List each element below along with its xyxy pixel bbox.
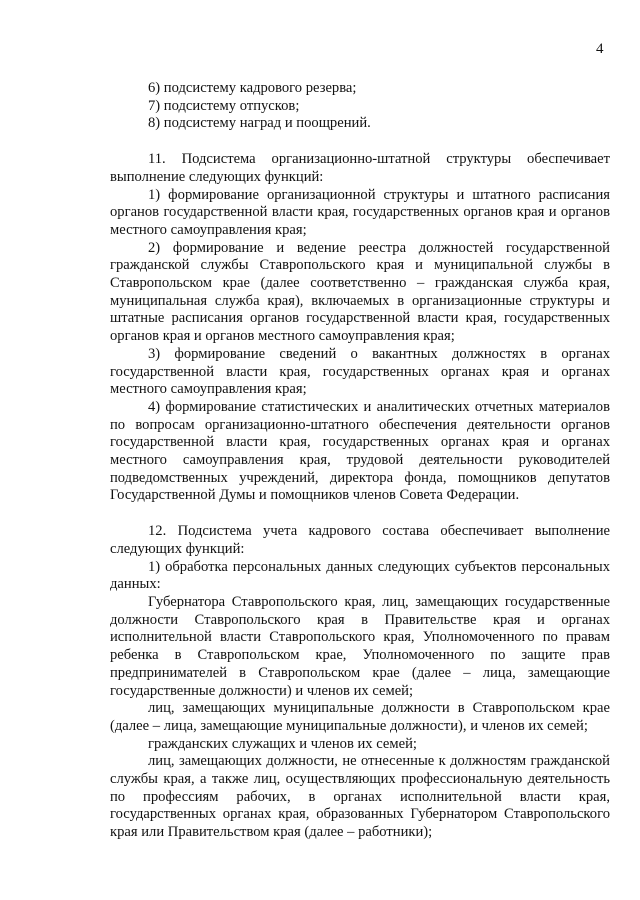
section-11-item: 4) формирование статистических и аналитических отчетных материалов по вопросам организационно-штатного обеспечения деятельности органов государственной власти края, государственных органах края и органах местного самоуправления края, трудовой деятельности руководителей подведомственных учреждений, директора фонда, помощников депутатов Государственной Думы и помощников членов Совета Федерации. xyxy=(110,398,610,504)
section-12-subject: лиц, замещающих муниципальные должности в Ставропольском крае (далее – лица, замещающие муниципальные должности), и членов их семей; xyxy=(110,700,610,734)
section-11-item: 1) формирование организационной структуры и штатного расписания органов государственной власти края, государственных органов края и органов местного самоуправления края; xyxy=(110,186,610,238)
section-12-item: 1) обработка персональных данных следующих субъектов персональных данных: xyxy=(110,558,610,593)
list-item: 6) подсистему кадрового резерва; xyxy=(148,80,357,96)
list-item: 7) подсистему отпусков; xyxy=(148,97,300,114)
section-12-intro: 12. Подсистема учета кадрового состава обеспечивает выполнение следующих функций: xyxy=(110,523,610,557)
section-12-subject: лиц, замещающих должности, не отнесенные к должностям гражданской службы края, а также лиц, осуществляющих профессиональную деятельность по профессиям рабочих, в органах исполнительной власти края, государственных органах края, образованных Губернатором Ставропольского края или Правительством края (далее – работники); xyxy=(110,753,610,841)
section-11-intro: 11. Подсистема организационно-штатной структуры обеспечивает выполнение следующих функций: xyxy=(110,151,610,185)
section-12-subject: Губернатора Ставропольского края, лиц, замещающих государственные должности Ставропольского края в Правительстве края и органах исполнительной власти Ставропольского края, Уполномоченного по правам ребенка в Ставропольском крае, Уполномоченного по защите прав предпринимателей в Ставропольском крае (далее – лица, замещающие государственные должности) и членов их семей; xyxy=(110,593,610,699)
document-body xyxy=(110,80,610,842)
section-11-item: 3) формирование сведений о вакантных должностях в органах государственной власти края, государственных органах края и органах местного самоуправления края; xyxy=(110,345,610,398)
section-12-subject: гражданских служащих и членов их семей; xyxy=(148,735,417,752)
section-11-item: 2) формирование и ведение реестра должностей государственной гражданской службы Ставропольского края и муниципальной службы в Ставропольском крае (далее соответственно – гражданская служба края, муниципальная служба края), включаемых в организационные структуры и штатные расписания органов государственной власти края, государственных органов края и органов местного самоуправления края; xyxy=(110,239,610,345)
page-number: 4 xyxy=(596,41,604,57)
list-item: 8) подсистему наград и поощрений. xyxy=(148,115,371,132)
